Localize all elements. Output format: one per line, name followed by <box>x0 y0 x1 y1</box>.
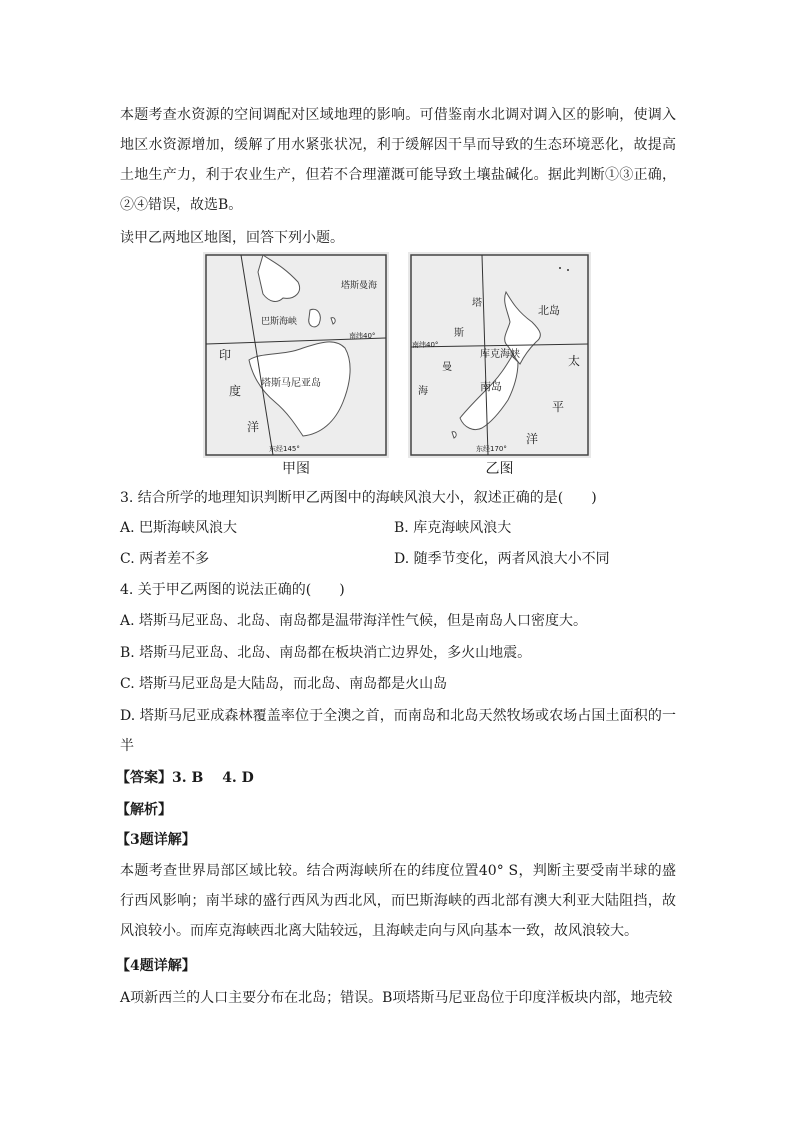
indian-ocean-yin: 印 <box>219 348 232 362</box>
yi-lat40-label: 南纬40° <box>412 341 439 349</box>
intro-paragraph: 本题考查水资源的空间调配对区域地理的影响。可借鉴南水北调对调入区的影响，使调入地区水资源增加，缓解了用水紧张状况，利于缓解因干旱而导致的生态环境恶化，故提高土地生产力，利于农业生产，但若不合理灌溉可能导致土壤盐碱化。据此判断①③正确，②④错误，故选B。 <box>120 107 676 213</box>
q3-detail-heading: 【3题详解】 <box>116 832 196 848</box>
q4-detail-heading: 【4题详解】 <box>116 958 196 974</box>
yi-lon170-label: 东经170° <box>476 445 507 453</box>
pacific-yang: 洋 <box>526 432 539 446</box>
tasman-sea-label: 塔斯曼海 <box>341 281 378 291</box>
jia-lat40-label: 南纬40° <box>349 332 376 340</box>
pacific-tai: 太 <box>568 354 581 368</box>
map-jia-caption: 甲图 <box>282 461 310 477</box>
read-prompt: 读甲乙两地区地图，回答下列小题。 <box>120 230 344 246</box>
north-island-label: 北岛 <box>538 304 560 317</box>
q3-option-d: D. 随季节变化，两者风浪大小不同 <box>394 551 610 567</box>
map-jia <box>203 252 389 458</box>
q4-option-b: B. 塔斯马尼亚岛、北岛、南岛都在板块消亡边界处，多火山地震。 <box>120 645 532 661</box>
q3-option-a: A. 巴斯海峡风浪大 <box>120 520 238 536</box>
jia-lon145-label: 东经145° <box>269 445 300 453</box>
map-yi <box>408 252 591 458</box>
q4-option-c: C. 塔斯马尼亚岛是大陆岛，而北岛、南岛都是火山岛 <box>120 676 448 692</box>
q3-stem: 3. 结合所学的地理知识判断甲乙两图中的海峡风浪大小，叙述正确的是( ) <box>120 490 597 506</box>
tasman-hai: 海 <box>418 386 428 397</box>
cook-strait-label: 库克海峡 <box>480 349 520 360</box>
tasman-si: 斯 <box>454 328 464 339</box>
south-island-label: 南岛 <box>480 380 502 393</box>
answer-line: 【答案】3. B 4. D <box>116 770 254 786</box>
indian-ocean-du: 度 <box>229 384 242 398</box>
q4-detail-paragraph: A项新西兰的人口主要分布在北岛；错误。B项塔斯马尼亚岛位于印度洋板块内部，地壳较 <box>120 990 673 1006</box>
analysis-heading: 【解析】 <box>116 802 172 818</box>
q4-option-d: D. 塔斯马尼亚成森林覆盖率位于全澳之首，而南岛和北岛天然牧场或农场占国土面积的一半 <box>120 708 676 754</box>
q4-stem: 4. 关于甲乙两图的说法正确的( ) <box>120 582 345 598</box>
indian-ocean-yang: 洋 <box>247 420 260 434</box>
tasman-man: 曼 <box>442 362 452 373</box>
tasman-ta: 塔 <box>472 298 482 309</box>
bass-strait-label: 巴斯海峡 <box>261 317 298 327</box>
tasmania-label: 塔斯马尼亚岛 <box>261 378 321 389</box>
q3-option-b: B. 库克海峡风浪大 <box>394 520 512 536</box>
q3-detail-paragraph: 本题考查世界局部区域比较。结合两海峡所在的纬度位置40° S，判断主要受南半球的盛行西风影响；南半球的盛行西风为西北风，而巴斯海峡的西北部有澳大利亚大陆阻挡，故风浪较小。而库克海峡西北离大陆较远，且海峡走向与风向基本一致，故风浪较大。 <box>120 863 676 939</box>
pacific-ping: 平 <box>552 400 565 414</box>
map-yi-caption: 乙图 <box>485 461 514 477</box>
q3-option-c: C. 两者差不多 <box>120 551 210 567</box>
q4-option-a: A. 塔斯马尼亚岛、北岛、南岛都是温带海洋性气候，但是南岛人口密度大。 <box>120 613 588 629</box>
